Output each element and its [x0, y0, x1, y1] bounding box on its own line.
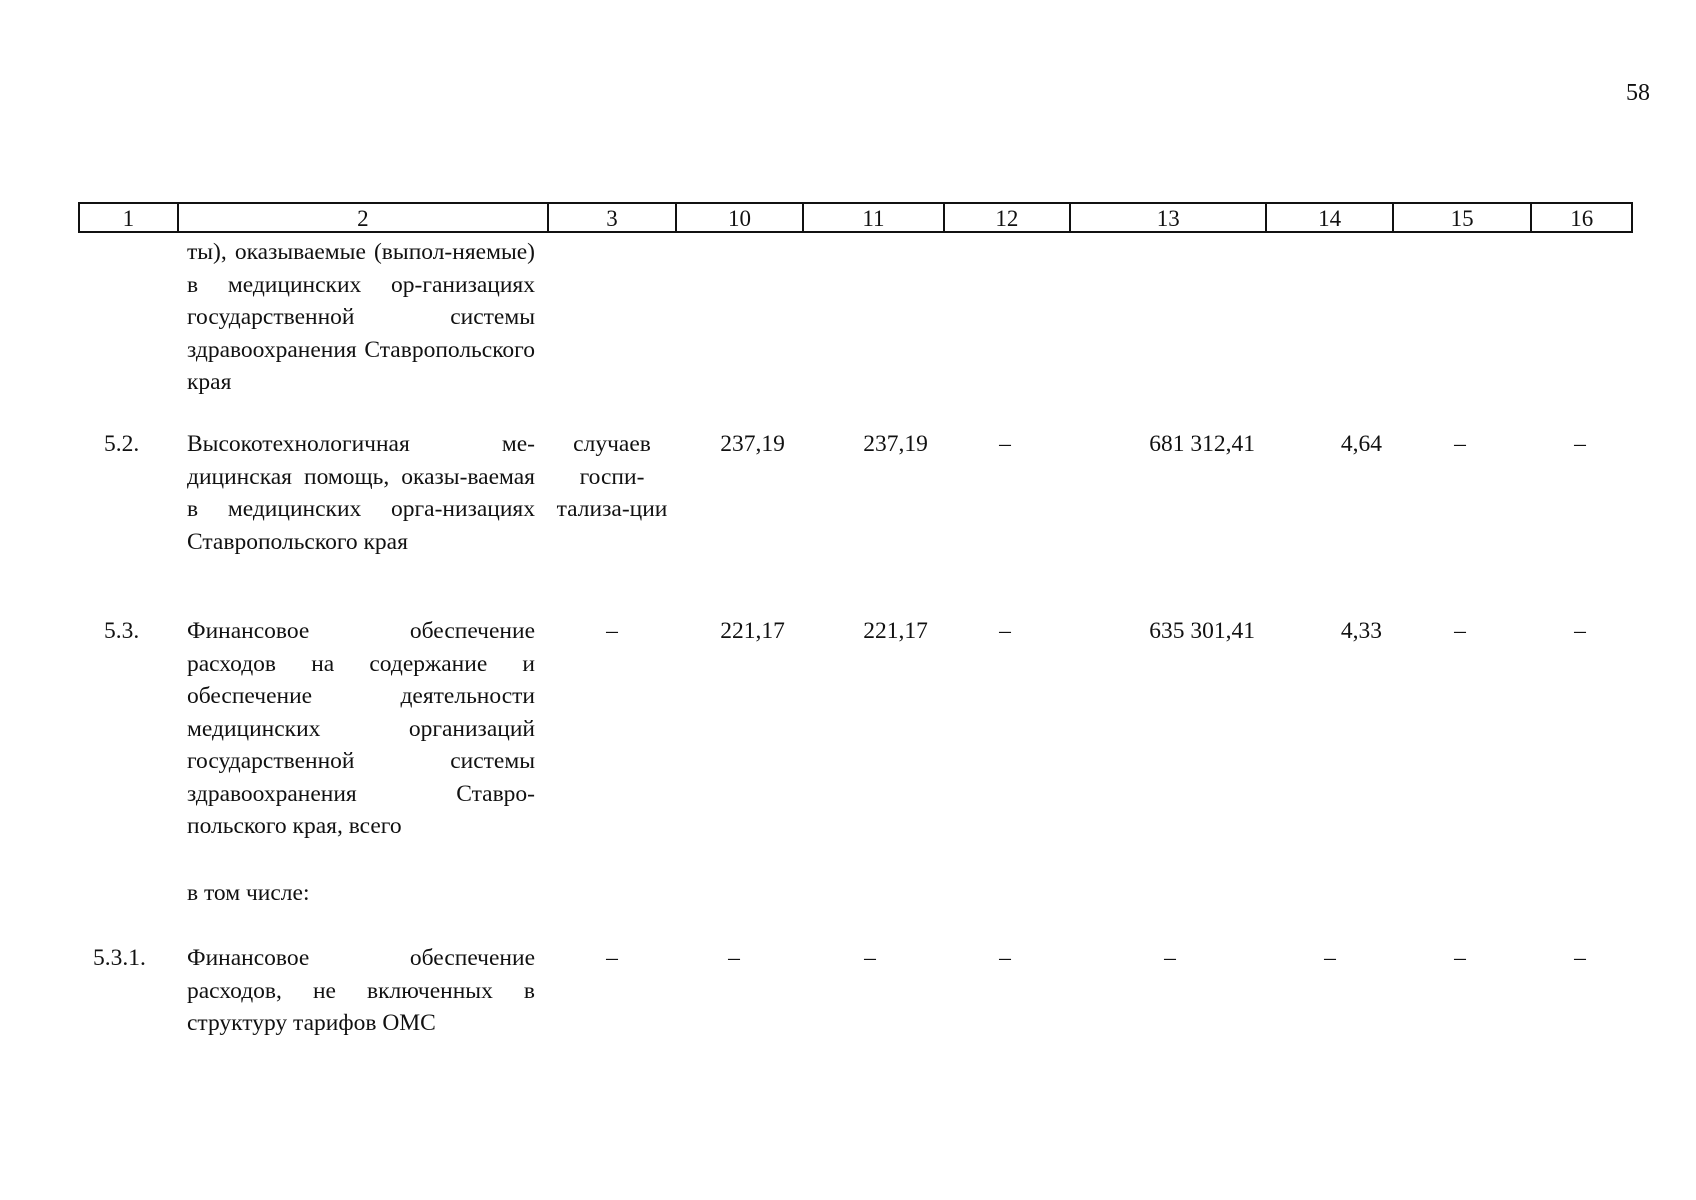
row-col-16: –	[1574, 945, 1586, 971]
row-col-16: –	[1574, 431, 1586, 457]
header-col-3: 3	[549, 204, 677, 231]
header-col-12: 12	[945, 204, 1072, 231]
row-unit: –	[606, 618, 618, 644]
header-col-1: 1	[80, 204, 179, 231]
header-col-16: 16	[1570, 206, 1594, 231]
row-col-14: 4,33	[1340, 618, 1382, 644]
row-col-11: –	[864, 945, 876, 971]
row-number: 5.3.	[104, 618, 140, 644]
row-unit: –	[606, 945, 618, 971]
row-col-12: –	[999, 945, 1011, 971]
header-col-11: 11	[804, 204, 944, 231]
row-number: 5.3.1.	[93, 945, 146, 971]
header-col-10: 10	[677, 204, 805, 231]
continued-description: ты), оказываемые (выпол-няемые) в медицинских ор-ганизациях государственной системы здравоохранения Ставропольского края	[187, 239, 535, 395]
row-name: Высокотехнологичная ме-дицинская помощь, оказы-ваемая в медицинских орга-низациях Ставропольского края	[187, 431, 535, 555]
row-col-10: –	[728, 945, 740, 971]
row-col-14: 4,64	[1340, 431, 1382, 457]
row-col-13: 635 301,41	[1149, 618, 1255, 644]
header-col-2: 2	[179, 204, 550, 231]
row-col-13: –	[1164, 945, 1176, 971]
row-col-13: 681 312,41	[1149, 431, 1255, 457]
row-col-12: –	[999, 431, 1011, 457]
row-number: 5.2.	[104, 431, 140, 457]
row-name: Финансовое обеспечение расходов на содержание и обеспечение деятельности медицинских организаций государственной системы здравоохранения Ставро-польского края, всего	[187, 618, 535, 839]
page-number: 58	[1626, 80, 1650, 106]
row-unit: случаев госпи-тализа-ции	[556, 431, 668, 522]
row-col-10: 221,17	[720, 618, 785, 644]
header-col-14: 14	[1267, 204, 1394, 231]
row-col-11: 237,19	[863, 431, 928, 457]
header-col-15: 15	[1394, 204, 1532, 231]
row-col-15: –	[1454, 431, 1466, 457]
row-col-15: –	[1454, 618, 1466, 644]
row-col-12: –	[999, 618, 1011, 644]
row-col-15: –	[1454, 945, 1466, 971]
table-header-row	[78, 202, 1633, 233]
row-col-10: 237,19	[720, 431, 785, 457]
header-col-13: 13	[1071, 204, 1267, 231]
row-col-16: –	[1574, 618, 1586, 644]
row-col-11: 221,17	[863, 618, 928, 644]
including-label: в том числе:	[187, 880, 310, 906]
row-name: Финансовое обеспечение расходов, не включенных в структуру тарифов ОМС	[187, 945, 535, 1036]
row-col-14: –	[1324, 945, 1336, 971]
